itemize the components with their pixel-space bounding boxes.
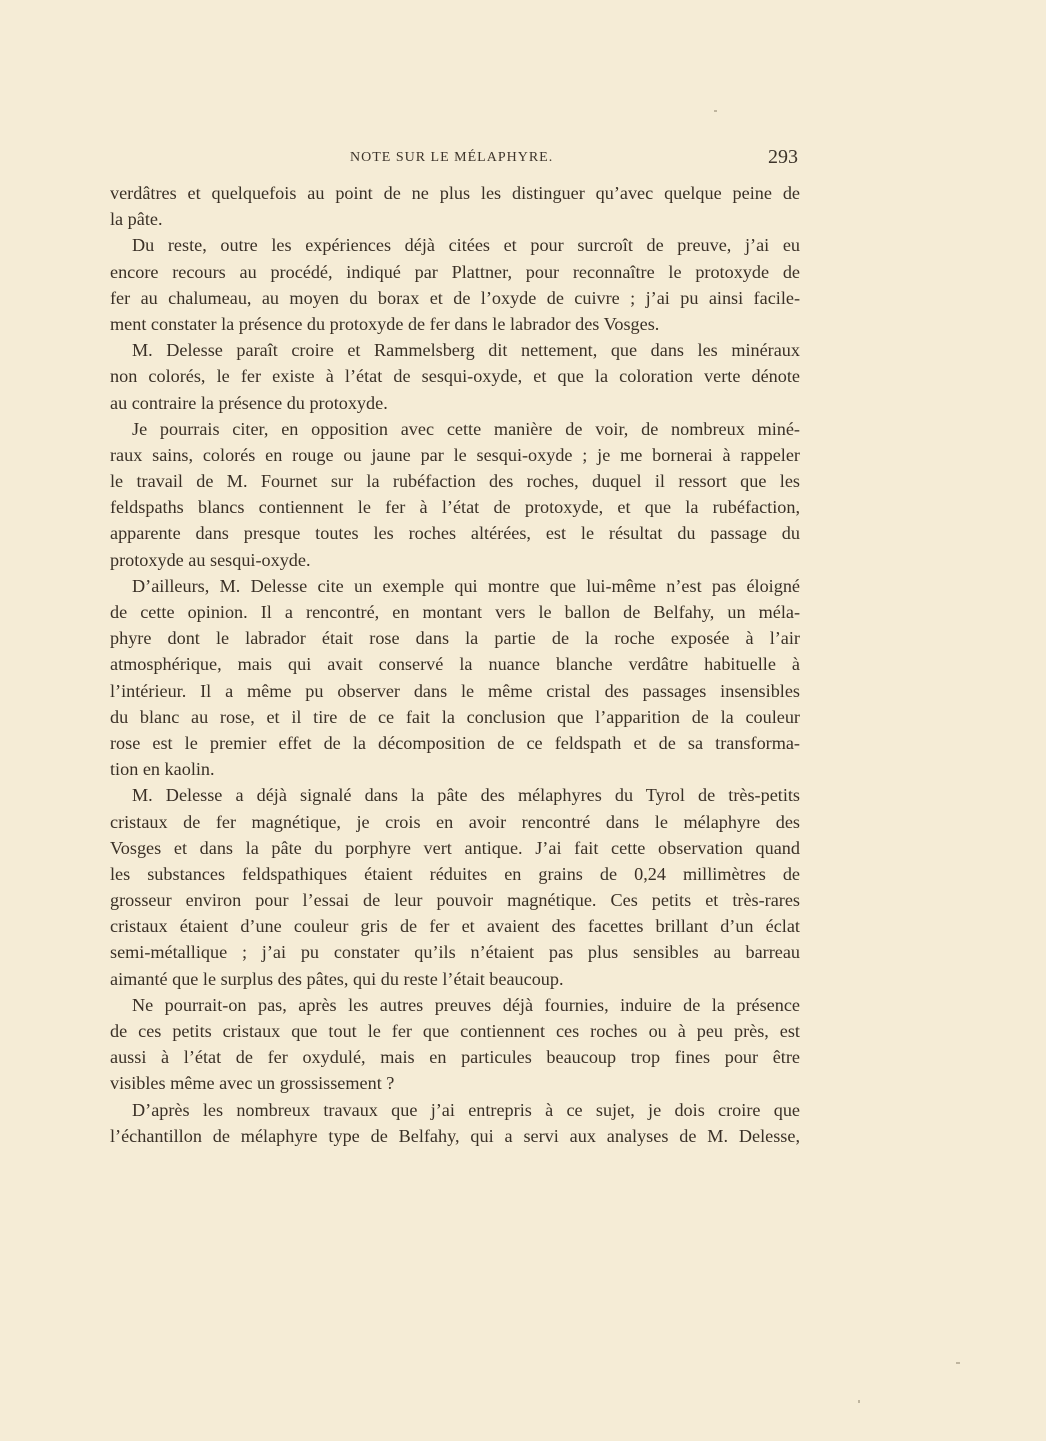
text-line: Vosges et dans la pâte du porphyre vert antique. J’ai fait cette observation quand [110,837,800,858]
text-line: tion en kaolin. [110,759,215,780]
paper-speck [858,1400,860,1403]
text-line: les substances feldspathiques étaient réduites en grains de 0,24 millimètres de [110,863,800,884]
text-line: aussi à l’état de fer oxydulé, mais en particules beaucoup trop fines pour être [110,1047,800,1068]
text-line: du blanc au rose, et il tire de ce fait la conclusion que l’apparition de la couleur [110,706,800,727]
running-title: NOTE SUR LE MÉLAPHYRE. [350,150,554,165]
text-line: rose est le premier effet de la décomposition de ce feldspath et de sa transforma- [110,732,800,753]
text-line: fer au chalumeau, au moyen du borax et de l’oxyde de cuivre ; j’ai pu ainsi facile- [110,287,800,308]
text-line: cristaux de fer magnétique, je crois en avoir rencontré dans le mélaphyre des [110,811,800,832]
paragraph-first-line: M. Delesse paraît croire et Rammelsberg dit nettement, que dans les minéraux [132,340,800,361]
text-line: feldspaths blancs contiennent le fer à l’état de protoxyde, et que la rubéfaction, [110,497,800,518]
paragraph-first-line: Je pourrais citer, en opposition avec cette manière de voir, de nombreux miné- [132,418,800,439]
text-line: au contraire la présence du protoxyde. [110,392,388,413]
paragraph-first-line: M. Delesse a déjà signalé dans la pâte des mélaphyres du Tyrol de très-petits [132,785,800,806]
text-line: cristaux étaient d’une couleur gris de fer et avaient des facettes brillant d’un éclat [110,916,800,937]
text-line: atmosphérique, mais qui avait conservé la nuance blanche verdâtre habituelle à [110,654,800,675]
text-line: non colorés, le fer existe à l’état de sesqui-oxyde, et que la coloration verte dénote [110,366,800,387]
text-line: la pâte. [110,209,163,230]
text-line: visibles même avec un grossissement ? [110,1073,395,1094]
text-line: protoxyde au sesqui-oxyde. [110,549,311,570]
running-head [110,146,800,172]
text-line: de ces petits cristaux que tout le fer que contiennent ces roches ou à peu près, est [110,1021,800,1041]
text-line: l’intérieur. Il a même pu observer dans le même cristal des passages insensibles [110,680,800,701]
paragraph-first-line: Du reste, outre les expériences déjà citées et pour surcroît de preuve, j’ai eu [132,235,800,256]
text-line: ment constater la présence du protoxyde de fer dans le labrador des Vosges. [110,313,660,334]
paragraph-first-line: D’ailleurs, M. Delesse cite un exemple qui montre que lui-même n’est pas éloigné [132,575,800,596]
text-line: de cette opinion. Il a rencontré, en montant vers le ballon de Belfahy, un méla- [110,602,800,622]
text-line: aimanté que le surplus des pâtes, qui du reste l’était beaucoup. [110,968,564,989]
paragraph-first-line: D’après les nombreux travaux que j’ai entrepris à ce sujet, je dois croire que [132,1099,800,1120]
paper-speck [956,1362,960,1364]
text-line: verdâtres et quelquefois au point de ne plus les distinguer qu’avec quelque peine de [110,183,800,203]
text-line: phyre dont le labrador était rose dans la partie de la roche exposée à l’air [110,628,800,649]
text-line: grosseur environ pour l’essai de leur pouvoir magnétique. Ces petits et très-rares [110,890,800,911]
text-line: apparente dans presque toutes les roches altérées, est le résultat du passage du [110,523,800,544]
text-line: semi-métallique ; j’ai pu constater qu’ils n’étaient pas plus sensibles au barreau [110,942,800,963]
text-line: l’échantillon de mélaphyre type de Belfahy, qui a servi aux analyses de M. Delesse, [110,1125,800,1146]
text-line: le travail de M. Fournet sur la rubéfaction des roches, duquel il ressort que les [110,471,800,492]
page-number: 293 [768,146,798,168]
body-text [110,180,800,1149]
text-line: raux sains, colorés en rouge ou jaune par le sesqui-oxyde ; je me bornerai à rappeler [110,444,800,465]
paper-speck [714,110,717,112]
paragraph-first-line: Ne pourrait-on pas, après les autres preuves déjà fournies, induire de la présence [132,994,800,1015]
text-line: encore recours au procédé, indiqué par Plattner, pour reconnaître le protoxyde de [110,261,800,282]
